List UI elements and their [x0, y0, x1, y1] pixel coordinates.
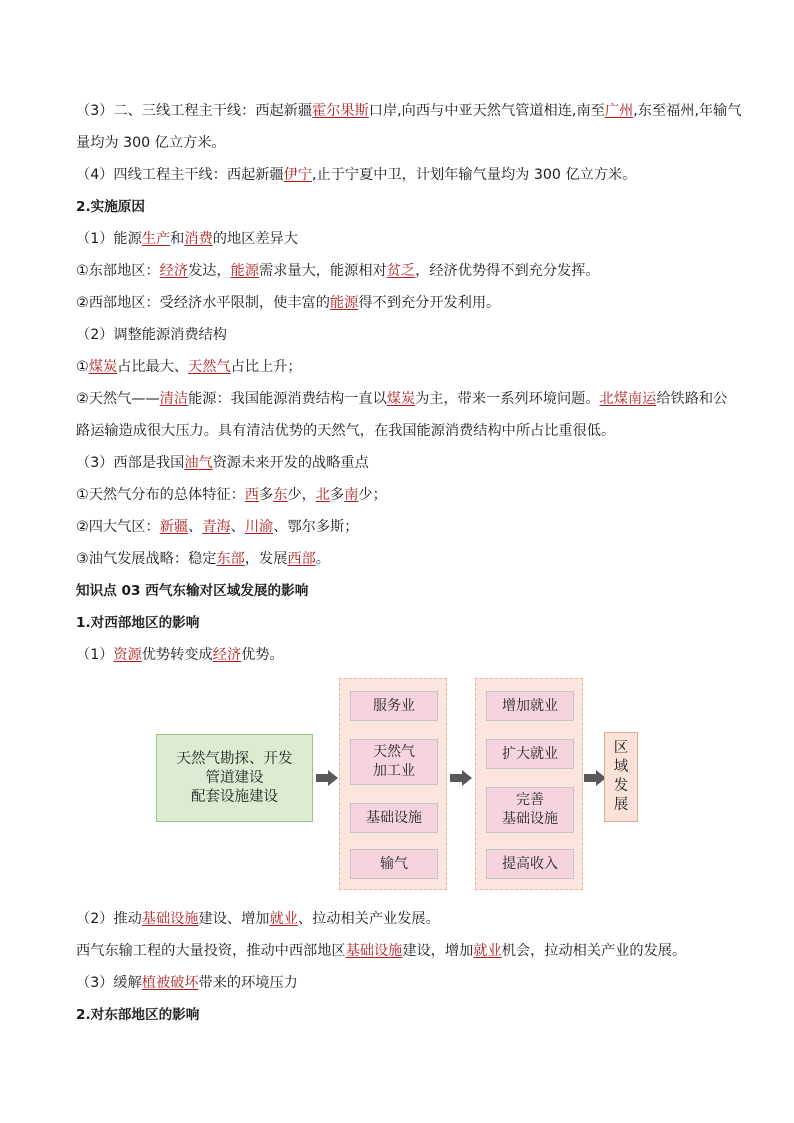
text-segment: （2）调整能源消费结构 [76, 327, 227, 343]
text-segment: 发达， [188, 263, 231, 279]
text-line [76, 325, 227, 345]
text-segment: 多 [330, 487, 345, 503]
effect-item-income [486, 849, 574, 879]
section-heading [76, 197, 145, 217]
flow-arrow-icon [450, 770, 472, 786]
text-segment: 机会，拉动相关产业的发展。 [501, 943, 687, 959]
keyword-underlined: 伊宁 [283, 167, 313, 183]
keyword-underlined: 贫乏 [386, 263, 416, 279]
keyword-underlined: 植被破坏 [141, 975, 199, 991]
keyword-underlined: 经济 [212, 647, 242, 663]
keyword-underlined: 煤炭 [88, 359, 118, 375]
section-heading [76, 613, 199, 633]
item-label: 提高收入 [502, 855, 558, 872]
item-label: 增加就业 [502, 697, 558, 714]
keyword-underlined: 能源 [329, 295, 359, 311]
keyword-underlined: 天然气 [188, 359, 231, 375]
keyword-underlined: 北煤南运 [599, 391, 657, 407]
text-line [76, 549, 330, 569]
source-line: 配套设施建设 [191, 788, 278, 805]
keyword-underlined: 能源 [230, 263, 260, 279]
text-segment: 知识点 03 西气东输对区域发展的影响 [76, 583, 309, 599]
keyword-underlined: 西部 [287, 551, 316, 567]
text-line [76, 645, 284, 665]
text-line [76, 261, 600, 281]
keyword-underlined: 广州 [604, 103, 634, 119]
text-segment: 口岸,向西与中亚天然气管道相连,南至 [368, 103, 605, 119]
effects-panel [475, 678, 583, 890]
text-segment: （3）西部是我国 [76, 455, 185, 471]
text-segment: ②西部地区：受经济水平限制，使丰富的 [76, 295, 330, 311]
section-heading [76, 1005, 199, 1025]
item-label: 基础设施 [502, 811, 558, 827]
regional-development-box [604, 732, 638, 822]
text-segment: 2.对东部地区的影响 [76, 1007, 200, 1023]
text-segment: 能源：我国能源消费结构一直以 [188, 391, 387, 407]
keyword-underlined: 基础设施 [141, 911, 199, 927]
text-segment: 占比最大、 [117, 359, 189, 375]
text-segment: （3）二、三线工程主干线：西起新疆 [76, 103, 313, 119]
item-label: 输气 [380, 855, 408, 872]
keyword-underlined: 生产 [141, 231, 171, 247]
text-line [76, 357, 302, 377]
text-segment: ，发展 [244, 551, 288, 567]
keyword-underlined: 西 [244, 487, 259, 503]
keyword-underlined: 清洁 [159, 391, 189, 407]
text-segment: 建设，增加 [402, 943, 474, 959]
item-label: 加工业 [373, 763, 415, 779]
text-line [76, 517, 358, 537]
text-segment: 、拉动相关产业发展。 [297, 911, 440, 927]
text-line [76, 485, 387, 505]
text-segment: ① [76, 359, 89, 375]
text-segment: （2）推动 [76, 911, 142, 927]
text-segment: ,止于宁夏中卫，计划年输气量均为 300 亿立方米。 [312, 167, 637, 183]
text-segment: 多 [259, 487, 274, 503]
industry-item-gas-transport [350, 849, 438, 879]
keyword-underlined: 基础设施 [345, 943, 403, 959]
text-segment: 和 [170, 231, 185, 247]
text-segment: ②四大气区： [76, 519, 160, 535]
text-line [76, 133, 226, 153]
item-label: 服务业 [373, 697, 415, 714]
text-line [76, 453, 369, 473]
text-line [76, 293, 500, 313]
source-line: 管道建设 [205, 769, 264, 786]
text-segment: 的地区差异大 [212, 231, 298, 247]
text-line [76, 909, 440, 929]
text-segment: 少； [358, 487, 387, 503]
text-segment: ②天然气—— [76, 391, 160, 407]
keyword-underlined: 东 [273, 487, 288, 503]
text-segment: 优势转变成 [141, 647, 213, 663]
text-segment: 带来的环境压力 [198, 975, 298, 991]
text-segment: 、鄂尔多斯； [273, 519, 359, 535]
item-label: 完善 [516, 792, 544, 808]
result-char: 发 [613, 778, 629, 794]
keyword-underlined: 消费 [184, 231, 213, 247]
text-segment: ③油气发展战略：稳定 [76, 551, 217, 567]
industry-item-infrastructure [350, 803, 438, 833]
text-segment: 为主，带来一系列环境问题。 [415, 391, 600, 407]
text-segment: 西气东输工程的大量投资，推动中西部地区 [76, 943, 346, 959]
keyword-underlined: 就业 [269, 911, 298, 927]
text-segment: （1）能源 [76, 231, 142, 247]
text-line [76, 101, 742, 121]
text-line [76, 421, 615, 441]
text-segment: （3）缓解 [76, 975, 142, 991]
text-segment: （1） [76, 647, 114, 663]
industry-panel [339, 678, 447, 890]
flow-arrow-icon [316, 770, 338, 786]
text-segment: 占比上升； [230, 359, 302, 375]
effect-item-improve-infrastructure [486, 787, 574, 833]
text-segment: 优势。 [241, 647, 284, 663]
text-segment: 资源未来开发的战略重点 [212, 455, 369, 471]
text-segment: 给铁路和公 [656, 391, 728, 407]
industry-item-gas-processing [350, 739, 438, 785]
item-label: 扩大就业 [502, 745, 558, 762]
source-line: 天然气勘探、开发 [176, 750, 293, 767]
text-line [76, 389, 727, 409]
text-segment: 、 [188, 519, 203, 535]
text-segment: ①东部地区： [76, 263, 160, 279]
keyword-underlined: 煤炭 [386, 391, 416, 407]
text-segment: （4）四线工程主干线：西起新疆 [76, 167, 284, 183]
text-segment: ,东至福州,年输气 [633, 103, 742, 119]
item-label: 天然气 [373, 744, 415, 760]
text-segment: ，经济优势得不到充分发挥。 [415, 263, 600, 279]
item-label: 基础设施 [366, 809, 422, 826]
text-line [76, 973, 298, 993]
text-line [76, 229, 298, 249]
keyword-underlined: 新疆 [159, 519, 189, 535]
flow-arrow-icon [584, 770, 606, 786]
diagram-source-box [156, 734, 313, 822]
keyword-underlined: 青海 [202, 519, 231, 535]
text-segment: 建设、增加 [198, 911, 270, 927]
text-segment: ①天然气分布的总体特征： [76, 487, 245, 503]
result-char: 区 [613, 740, 629, 756]
text-line [76, 165, 636, 185]
text-segment: 量均为 300 亿立方米。 [76, 135, 226, 151]
keyword-underlined: 南 [344, 487, 359, 503]
effect-item-expand-employment [486, 739, 574, 769]
effect-item-employment [486, 691, 574, 721]
keyword-underlined: 就业 [473, 943, 502, 959]
keyword-underlined: 东部 [216, 551, 245, 567]
text-segment: 少， [287, 487, 316, 503]
text-segment: 、 [230, 519, 245, 535]
result-char: 展 [613, 797, 629, 813]
keyword-underlined: 油气 [184, 455, 213, 471]
text-segment: 2.实施原因 [76, 199, 145, 215]
text-segment: 1.对西部地区的影响 [76, 615, 200, 631]
keyword-underlined: 北 [315, 487, 330, 503]
keyword-underlined: 经济 [159, 263, 189, 279]
text-segment: 需求量大，能源相对 [259, 263, 387, 279]
section-heading [76, 581, 308, 601]
impact-flow-diagram [154, 672, 642, 892]
keyword-underlined: 资源 [113, 647, 142, 663]
keyword-underlined: 霍尔果斯 [312, 103, 369, 119]
text-line [76, 941, 686, 961]
result-char: 域 [613, 759, 629, 775]
text-segment: 得不到充分开发利用。 [358, 295, 501, 311]
text-segment: 。 [315, 551, 330, 567]
keyword-underlined: 川渝 [244, 519, 274, 535]
industry-item-service [350, 691, 438, 721]
text-segment: 路运输造成很大压力。具有清洁优势的天然气，在我国能源消费结构中所占比重很低。 [76, 423, 616, 439]
